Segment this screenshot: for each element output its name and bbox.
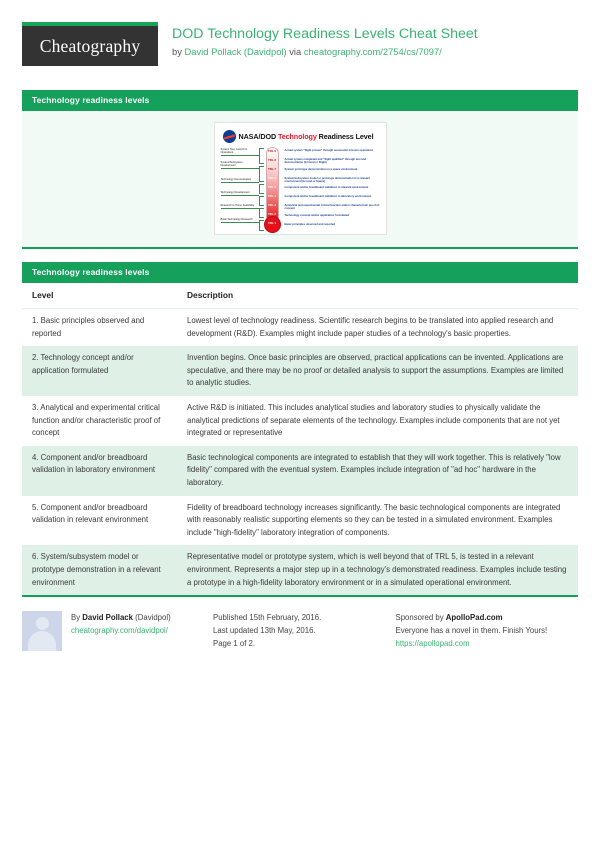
- cell-description: Lowest level of technology readiness. Scientific research begins to be translated into applied research and development (R&D). Examples might include paper studies of a technology's basic properties.: [177, 309, 578, 347]
- page-footer: [22, 611, 578, 651]
- trl-level-description: Basic principles observed and reported: [284, 223, 335, 226]
- cheatography-logo-text: Cheatography: [39, 35, 141, 56]
- cell-description: Invention begins. Once basic principles are observed, practical applications can be invented. Applications are speculative, and there may be no proof or detailed analysis to support the assumptions. Examples are limited to analytic studies.: [177, 346, 578, 396]
- trl-title-part1: NASA/DOD: [238, 132, 278, 141]
- trl-level-mark: TRL 4: [268, 194, 276, 198]
- table-header-row: [22, 283, 578, 309]
- column-header-level: Level: [22, 283, 177, 309]
- footer-dates-column: [213, 611, 395, 651]
- cell-description: Representative model or prototype system, which is well beyond that of TRL 5, is tested in a relevant environment. Represents a major step up in a technology's demonstrated readiness. Examples include testing a prototype in a high-fidelity laboratory environment or in a simulated operational environment.: [177, 545, 578, 595]
- image-panel: [22, 90, 578, 249]
- footer-author-text: [71, 611, 171, 651]
- trl-title-part2: Readiness Level: [316, 132, 374, 141]
- trl-level-description: Actual system "flight proven" through successful mission operations: [284, 149, 374, 152]
- trl-level-mark: TRL 9: [268, 149, 276, 153]
- trl-level-mark: TRL 8: [268, 158, 276, 162]
- trl-level-mark: TRL 3: [268, 203, 276, 207]
- trl-level-description: Actual system completed and "flight qualified" through test and demonstration (Ground or Flight): [284, 158, 367, 165]
- column-header-description: Description: [177, 283, 578, 309]
- trl-level-description: Technology concept and/or application formulated: [284, 214, 349, 217]
- footer-author-name: David Pollack: [82, 613, 133, 623]
- nasa-meatball-icon: [223, 130, 236, 143]
- sheet-container: [22, 22, 578, 651]
- trl-figure-block: [22, 111, 578, 247]
- trl-level-mark: TRL 1: [268, 221, 276, 225]
- cell-level: 3. Analytical and experimental critical function and/or characteristic proof of concept: [22, 396, 177, 446]
- cell-level: 1. Basic principles observed and reported: [22, 309, 177, 347]
- cell-description: Fidelity of breadboard technology increases significantly. The basic technological components are integrated with reasonably realistic supporting elements so they can be tested in a simulated environment. Examples include "high-fidelity" laboratory integration of components.: [177, 496, 578, 546]
- trl-category-label: Technology Demonstration: [221, 178, 259, 183]
- table-panel-heading: Technology readiness levels: [22, 262, 578, 283]
- trl-figure-title: [239, 132, 374, 141]
- trl-level-mark: TRL 7: [268, 167, 276, 171]
- trl-title-highlight: Technology: [277, 132, 317, 141]
- footer-sponsor-tagline: Everyone has a novel in them. Finish Yours!: [395, 626, 548, 636]
- footer-sponsor-name[interactable]: ApolloPad.com: [445, 613, 503, 623]
- page-header: [22, 22, 578, 74]
- trl-figure-body: [221, 146, 380, 234]
- trl-level-mark: TRL 2: [268, 212, 276, 216]
- trl-category-label: System Test, Launch & Operations: [221, 148, 259, 156]
- page-title: DOD Technology Readiness Levels Cheat Sheet: [172, 26, 478, 42]
- trl-table: [22, 283, 578, 595]
- trl-figure-header: [223, 130, 380, 143]
- footer-updated-date: Last updated 13th May, 2016.: [213, 626, 316, 636]
- cell-description: Basic technological components are integrated to establish that they will work together. This is relatively "low fidelity" compared with the eventual system. Examples include integration of "ad hoc" hardware in the laboratory.: [177, 446, 578, 496]
- trl-category-label: Research to Prove Feasibility: [221, 204, 259, 209]
- footer-page-number: Page 1 of 2.: [213, 639, 256, 649]
- footer-published-date: Published 15th February, 2016.: [213, 613, 322, 623]
- footer-author-column: [22, 611, 213, 651]
- cell-level: 2. Technology concept and/or application formulated: [22, 346, 177, 396]
- image-panel-heading: Technology readiness levels: [22, 90, 578, 111]
- header-text-block: [158, 22, 478, 58]
- footer-sponsor-column: [396, 611, 578, 651]
- footer-author-handle: (Davidpol): [132, 613, 171, 623]
- trl-level-description: Component and/or breadboard validation in relevant environment: [284, 186, 369, 189]
- byline-prefix: by: [172, 46, 185, 57]
- source-url-link[interactable]: cheatography.com/2754/cs/7097/: [303, 46, 442, 57]
- table-row: [22, 346, 578, 396]
- trl-category-label: Technology Development: [221, 191, 259, 196]
- trl-level-mark: TRL 5: [268, 185, 276, 189]
- cell-description: Active R&D is initiated. This includes analytical studies and laboratory studies to physically validate the analytical predictions of separate elements of the technology. Examples include components that are not yet integrated or representative: [177, 396, 578, 446]
- trl-level-description: Component and/or breadboard validation in laboratory environment: [284, 195, 372, 198]
- footer-author-prefix: By: [71, 613, 83, 623]
- table-panel-body: [22, 283, 578, 597]
- trl-thermometer: [264, 146, 281, 234]
- table-row: [22, 446, 578, 496]
- cell-level: 4. Component and/or breadboard validation in laboratory environment: [22, 446, 177, 496]
- table-row: [22, 396, 578, 446]
- footer-sponsor-line: [396, 611, 566, 624]
- nasa-trl-figure: [214, 122, 387, 235]
- table-row: [22, 496, 578, 546]
- byline-via: via: [286, 46, 304, 57]
- table-row: [22, 545, 578, 595]
- cell-level: 5. Component and/or breadboard validation in relevant environment: [22, 496, 177, 546]
- table-panel: [22, 262, 578, 597]
- table-row: [22, 309, 578, 347]
- author-link[interactable]: David Pollack (Davidpol): [184, 46, 287, 57]
- footer-sponsor-prefix: Sponsored by: [395, 613, 446, 623]
- trl-level-description: System prototype demonstration in a space environment: [284, 168, 358, 171]
- trl-category-label: Basic Technology Research: [221, 218, 259, 223]
- trl-level-description: Analytical and experimental critical function and/or characteristic proof-of-concept: [284, 204, 380, 211]
- trl-left-labels: [221, 146, 261, 234]
- trl-level-description: System/subsystem model or prototype demonstration in a relevant environment (Ground or Space): [284, 177, 370, 184]
- trl-category-label: System/Subsystem Development: [221, 161, 259, 169]
- footer-author-url-link[interactable]: cheatography.com/davidpol/: [71, 626, 168, 636]
- cheatography-logo[interactable]: [22, 22, 158, 66]
- cell-level: 6. System/subsystem model or prototype demonstration in a relevant environment: [22, 545, 177, 595]
- image-panel-body: [22, 111, 578, 249]
- avatar: [22, 611, 62, 651]
- footer-sponsor-url-link[interactable]: https://apollopad.com: [395, 639, 470, 649]
- trl-descriptions: [285, 146, 380, 234]
- byline: [172, 46, 478, 58]
- trl-level-mark: TRL 6: [268, 176, 276, 180]
